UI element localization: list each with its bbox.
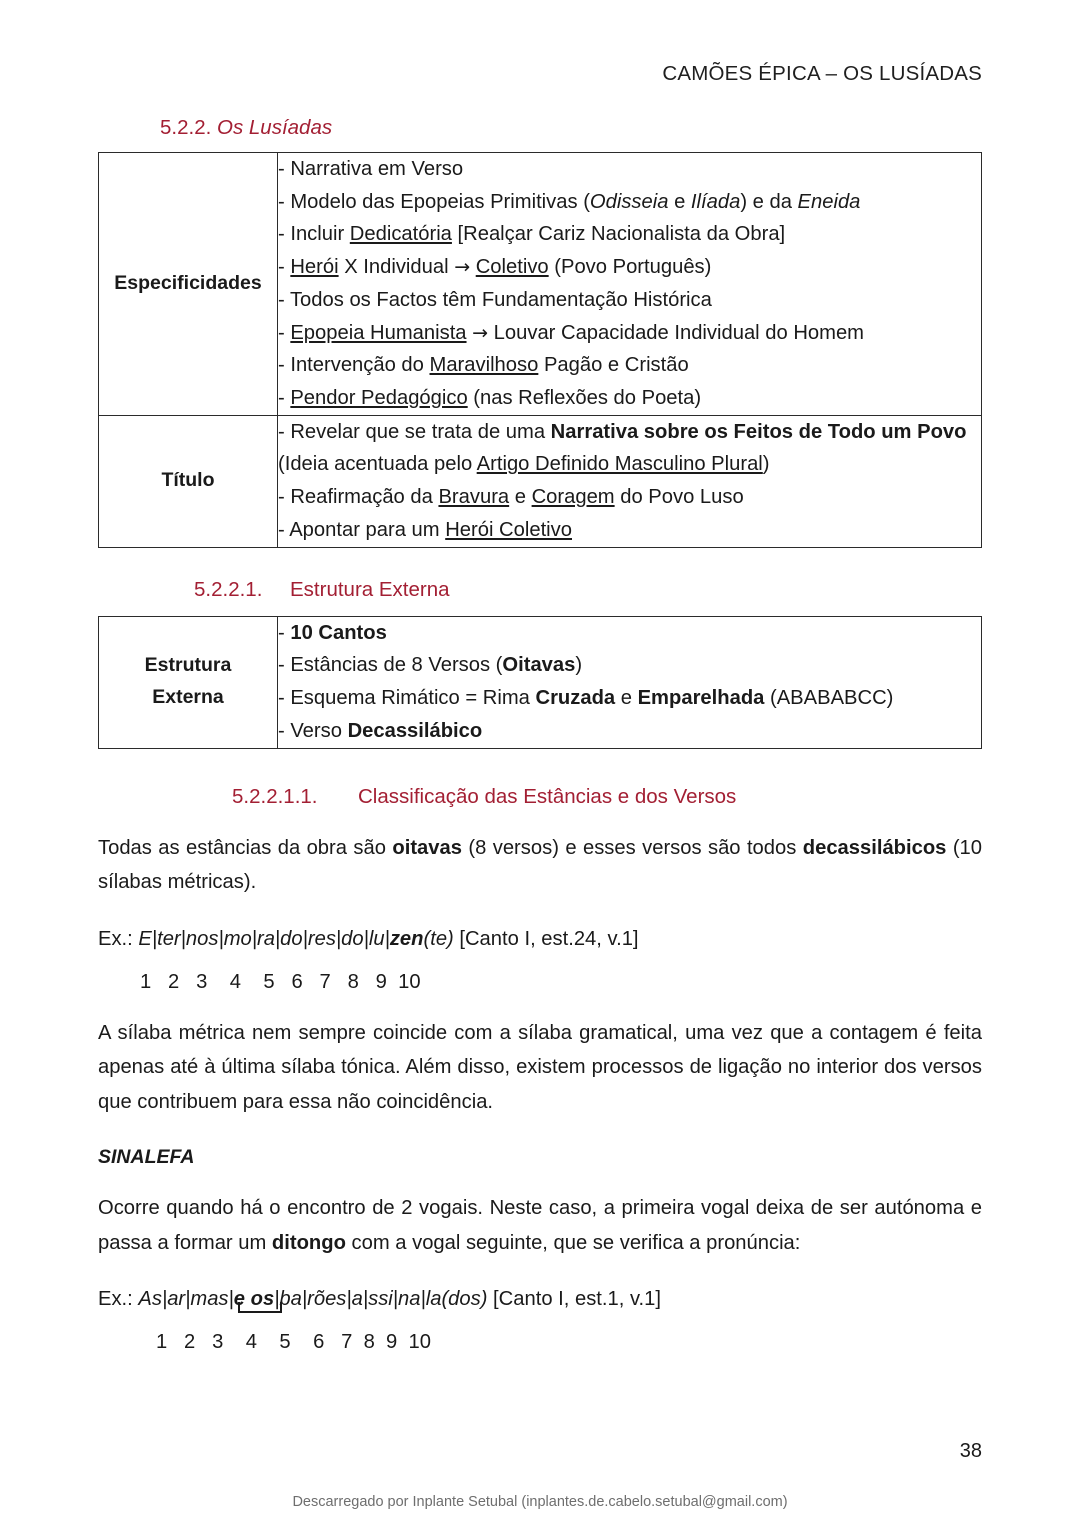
text: - (278, 321, 291, 344)
arrow-right-icon: → (472, 321, 489, 344)
text: (10 sílabas métricas). (98, 836, 982, 894)
bullet-line (278, 617, 981, 650)
bullet-line (278, 317, 981, 350)
label-line-1: Estrutura (144, 654, 232, 677)
paragraph-sinalefa-definicao (98, 1191, 982, 1260)
term-10-cantos: 10 Cantos (290, 621, 387, 644)
text: com a vogal seguinte, que se verifica a pronúncia: (345, 1231, 801, 1254)
text: - (278, 621, 291, 644)
table-estrutura-externa (98, 616, 982, 749)
term-cruzada: Cruzada (535, 687, 616, 710)
text: - Narrativa em Verso (278, 158, 464, 180)
example-prefix: Ex.: (98, 1288, 139, 1311)
arrow-right-icon: → (454, 256, 471, 279)
heading-5-2-2-1-1 (232, 785, 982, 809)
table-row (99, 415, 982, 547)
term-oitavas: Oitavas (502, 654, 576, 677)
heading-5-2-2-title: Os Lusíadas (217, 116, 333, 139)
bullet-line (278, 715, 981, 748)
paragraph-todas-as-estancias (98, 831, 982, 900)
bullet-line (278, 382, 981, 415)
bullet-line (278, 349, 981, 382)
term-bravura: Bravura (438, 486, 510, 509)
bullet-line (278, 186, 981, 219)
text: Pagão e Cristão (538, 354, 689, 377)
text: - Estâncias de 8 Versos ( (278, 654, 503, 677)
heading-5-2-2-1-number: 5.2.2.1. (194, 577, 263, 601)
bullet-line (278, 153, 981, 186)
text: (Ideia acentuada pelo (278, 453, 477, 476)
phrase-narrativa-feitos: Narrativa sobre os Feitos de Todo um Povo (550, 420, 967, 443)
text: X Individual (338, 256, 455, 279)
syllable-count-row-1: 1 2 3 4 5 6 7 8 9 10 (140, 970, 421, 993)
bullet-line (278, 284, 981, 317)
text: - Verso (278, 719, 348, 742)
text: - Modelo das Epopeias Primitivas ( (278, 190, 590, 213)
footer-download-note: Descarregado por Inplante Setubal (inplantes.de.cabelo.setubal@gmail.com) (292, 1494, 788, 1510)
heading-5-2-2-1 (194, 578, 982, 602)
term-pendor-pedagogico: Pendor Pedagógico (290, 387, 468, 410)
text: - Revelar que se trata de uma (278, 420, 551, 443)
bullet-line (278, 251, 981, 284)
text: (ABABABCC) (764, 687, 894, 710)
scansion-text: E|ter|nos|mo|ra|do|res|do|lu| (138, 927, 390, 950)
term-emparelhada: Emparelhada (637, 687, 765, 710)
text: Louvar Capacidade Individual do Homem (488, 321, 864, 344)
title-eneida: Eneida (797, 190, 861, 213)
syllable-count-row-2: 1 2 3 4 5 6 7 8 9 10 (156, 1331, 431, 1354)
bullet-line (278, 682, 981, 715)
bullet-line (278, 481, 981, 514)
bullet-line (278, 218, 981, 251)
text: - Incluir (278, 223, 350, 246)
cell-body-titulo (278, 415, 982, 547)
cell-body-especificidades (278, 153, 982, 416)
table-row (99, 153, 982, 416)
text: - (278, 256, 291, 279)
scansion-stressed-syllable: zen (389, 927, 424, 950)
text: (nas Reflexões do Poeta) (467, 387, 702, 410)
example-reference: [Canto I, est.24, v.1] (453, 927, 639, 950)
text: e (668, 190, 691, 213)
paragraph-silaba-metrica: A sílaba métrica nem sempre coincide com a sílaba gramatical, uma vez que a contagem é feita apenas até à última sílaba tónica. Além disso, existem processos de ligação no interior dos versos que contribuem para essa não coincidência. (98, 1021, 982, 1114)
page-number: 38 (959, 1440, 982, 1462)
scansion-elided-vowels: e os (233, 1288, 275, 1311)
text: ) e da (740, 190, 798, 213)
text: Ocorre quando há o encontro de 2 vogais. Neste caso, a primeira vogal deixa de ser autónoma e passa a formar um (98, 1196, 982, 1254)
cell-label-titulo: Título (99, 415, 278, 547)
table-row (99, 616, 982, 748)
term-heroi: Herói (290, 256, 339, 279)
cell-body-estrutura-externa (278, 616, 982, 748)
cell-label-especificidades: Especificidades (99, 153, 278, 416)
term-oitavas: oitavas (392, 836, 462, 859)
text: - Intervenção do (278, 354, 430, 377)
text: (8 versos) e esses versos são todos (461, 836, 803, 859)
term-decassilabico: Decassilábico (347, 719, 483, 742)
cell-label-estrutura-externa (99, 616, 278, 748)
term-decassilabicos: decassilábicos (802, 836, 947, 859)
term-dedicatoria: Dedicatória (349, 223, 452, 246)
text: - Esquema Rimático = Rima (278, 687, 536, 710)
sinalefa-group (234, 1282, 274, 1317)
term-epopeia-humanista: Epopeia Humanista (290, 321, 467, 344)
scansion-text: As|ar|mas| (138, 1288, 234, 1311)
example-prefix: Ex.: (98, 927, 139, 950)
example-reference: [Canto I, est.1, v.1] (487, 1288, 661, 1311)
text: e (615, 687, 638, 710)
text: Todas as estâncias da obra são (98, 836, 393, 859)
bullet-line (278, 416, 981, 481)
term-ditongo: ditongo (271, 1231, 346, 1254)
text: - Todos os Factos têm Fundamentação Histórica (278, 288, 712, 311)
heading-5-2-2 (160, 116, 982, 140)
heading-5-2-2-1-1-title: Classificação das Estâncias e dos Versos (358, 784, 737, 808)
term-artigo-definido: Artigo Definido Masculino Plural (476, 453, 763, 476)
example-line-2 (98, 1282, 982, 1317)
scansion-tail: |ba|rões|a|ssi|na|la(dos) (274, 1288, 488, 1311)
text: e (509, 486, 532, 509)
subheading-sinalefa: SINALEFA (98, 1145, 195, 1168)
label-line-2: Externa (152, 686, 224, 709)
title-odisseia: Odisseia (589, 190, 669, 213)
text: - (278, 387, 291, 410)
running-header: CAMÕES ÉPICA – OS LUSÍADAS (662, 62, 982, 85)
heading-5-2-2-number: 5.2.2. (160, 116, 212, 139)
bullet-line (278, 514, 981, 547)
title-iliada: Ilíada (690, 190, 741, 213)
text: ) (762, 453, 770, 476)
text: [Realçar Cariz Nacionalista da Obra] (451, 223, 786, 246)
table-especificidades (98, 152, 982, 548)
heading-5-2-2-1-1-number: 5.2.2.1.1. (232, 784, 318, 808)
text: (Povo Português) (548, 256, 712, 279)
text: - Apontar para um (278, 518, 446, 541)
text: - Reafirmação da (278, 486, 439, 509)
text: do Povo Luso (614, 486, 744, 509)
underbrace-tie-icon (238, 1302, 282, 1313)
bullet-line (278, 649, 981, 682)
heading-5-2-2-1-title: Estrutura Externa (290, 577, 450, 601)
text: ) (575, 654, 583, 677)
term-coletivo: Coletivo (475, 256, 549, 279)
term-coragem: Coragem (531, 486, 615, 509)
page-content (98, 108, 982, 1354)
term-maravilhoso: Maravilhoso (429, 354, 539, 377)
term-heroi-coletivo: Herói Coletivo (445, 518, 572, 541)
example-line-1 (98, 922, 982, 957)
scansion-tail: (te) (423, 927, 454, 950)
